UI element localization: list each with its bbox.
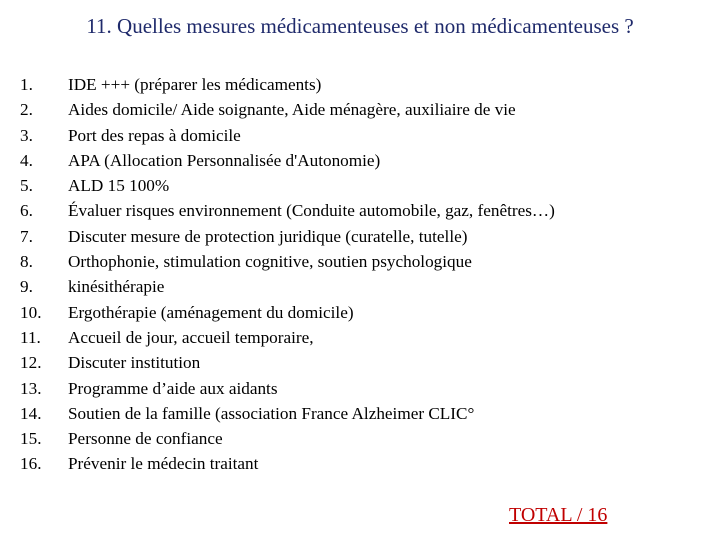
item-text: Discuter mesure de protection juridique (curatelle, tutelle) — [68, 226, 468, 246]
item-text: Évaluer risques environnement (Conduite automobile, gaz, fenêtres…) — [68, 201, 555, 221]
list-item — [20, 123, 555, 148]
list-item — [20, 224, 555, 249]
item-text: Soutien de la famille (association France Alzheimer CLIC° — [68, 403, 475, 423]
item-text: Aides domicile/ Aide soignante, Aide ménagère, auxiliaire de vie — [68, 100, 516, 120]
list-item — [20, 72, 555, 97]
item-number: 4. — [20, 150, 33, 170]
item-text: Port des repas à domicile — [68, 125, 241, 145]
item-number: 14. — [20, 403, 42, 423]
list-item — [20, 426, 555, 451]
item-text: Discuter institution — [68, 353, 201, 373]
item-number: 3. — [20, 125, 33, 145]
page-title: 11. Quelles mesures médicamenteuses et non médicamenteuses ? — [86, 14, 634, 38]
list-item — [20, 249, 555, 274]
item-number: 9. — [20, 277, 33, 297]
item-number: 8. — [20, 252, 33, 272]
total-score: TOTAL / 16 — [509, 504, 608, 526]
item-number: 16. — [20, 454, 42, 474]
item-number: 5. — [20, 176, 33, 196]
list-item — [20, 401, 555, 426]
item-text: APA (Allocation Personnalisée d'Autonomie) — [68, 150, 381, 170]
item-number: 10. — [20, 302, 42, 322]
list-item — [20, 325, 555, 350]
item-text: kinésithérapie — [68, 277, 165, 297]
list-item — [20, 376, 555, 401]
item-text: Accueil de jour, accueil temporaire, — [68, 327, 314, 347]
item-number: 6. — [20, 201, 33, 221]
measures-list — [20, 72, 555, 477]
item-number: 12. — [20, 353, 42, 373]
item-text: IDE +++ (préparer les médicaments) — [68, 75, 322, 94]
list-item — [20, 97, 555, 122]
item-text: Prévenir le médecin traitant — [68, 454, 259, 474]
list-item — [20, 350, 555, 375]
list-item — [20, 274, 555, 299]
list-item — [20, 173, 555, 198]
item-number: 11. — [20, 327, 41, 347]
item-number: 1. — [20, 75, 33, 94]
list-item — [20, 300, 555, 325]
item-number: 7. — [20, 226, 33, 246]
item-text: Personne de confiance — [68, 429, 223, 449]
list-item — [20, 198, 555, 223]
item-number: 2. — [20, 100, 33, 120]
item-text: Ergothérapie (aménagement du domicile) — [68, 302, 354, 322]
item-text: ALD 15 100% — [68, 176, 170, 196]
item-text: Orthophonie, stimulation cognitive, soutien psychologique — [68, 252, 472, 272]
list-item — [20, 451, 555, 476]
item-number: 13. — [20, 378, 42, 398]
item-number: 15. — [20, 429, 42, 449]
list-item — [20, 148, 555, 173]
item-text: Programme d’aide aux aidants — [68, 378, 278, 398]
